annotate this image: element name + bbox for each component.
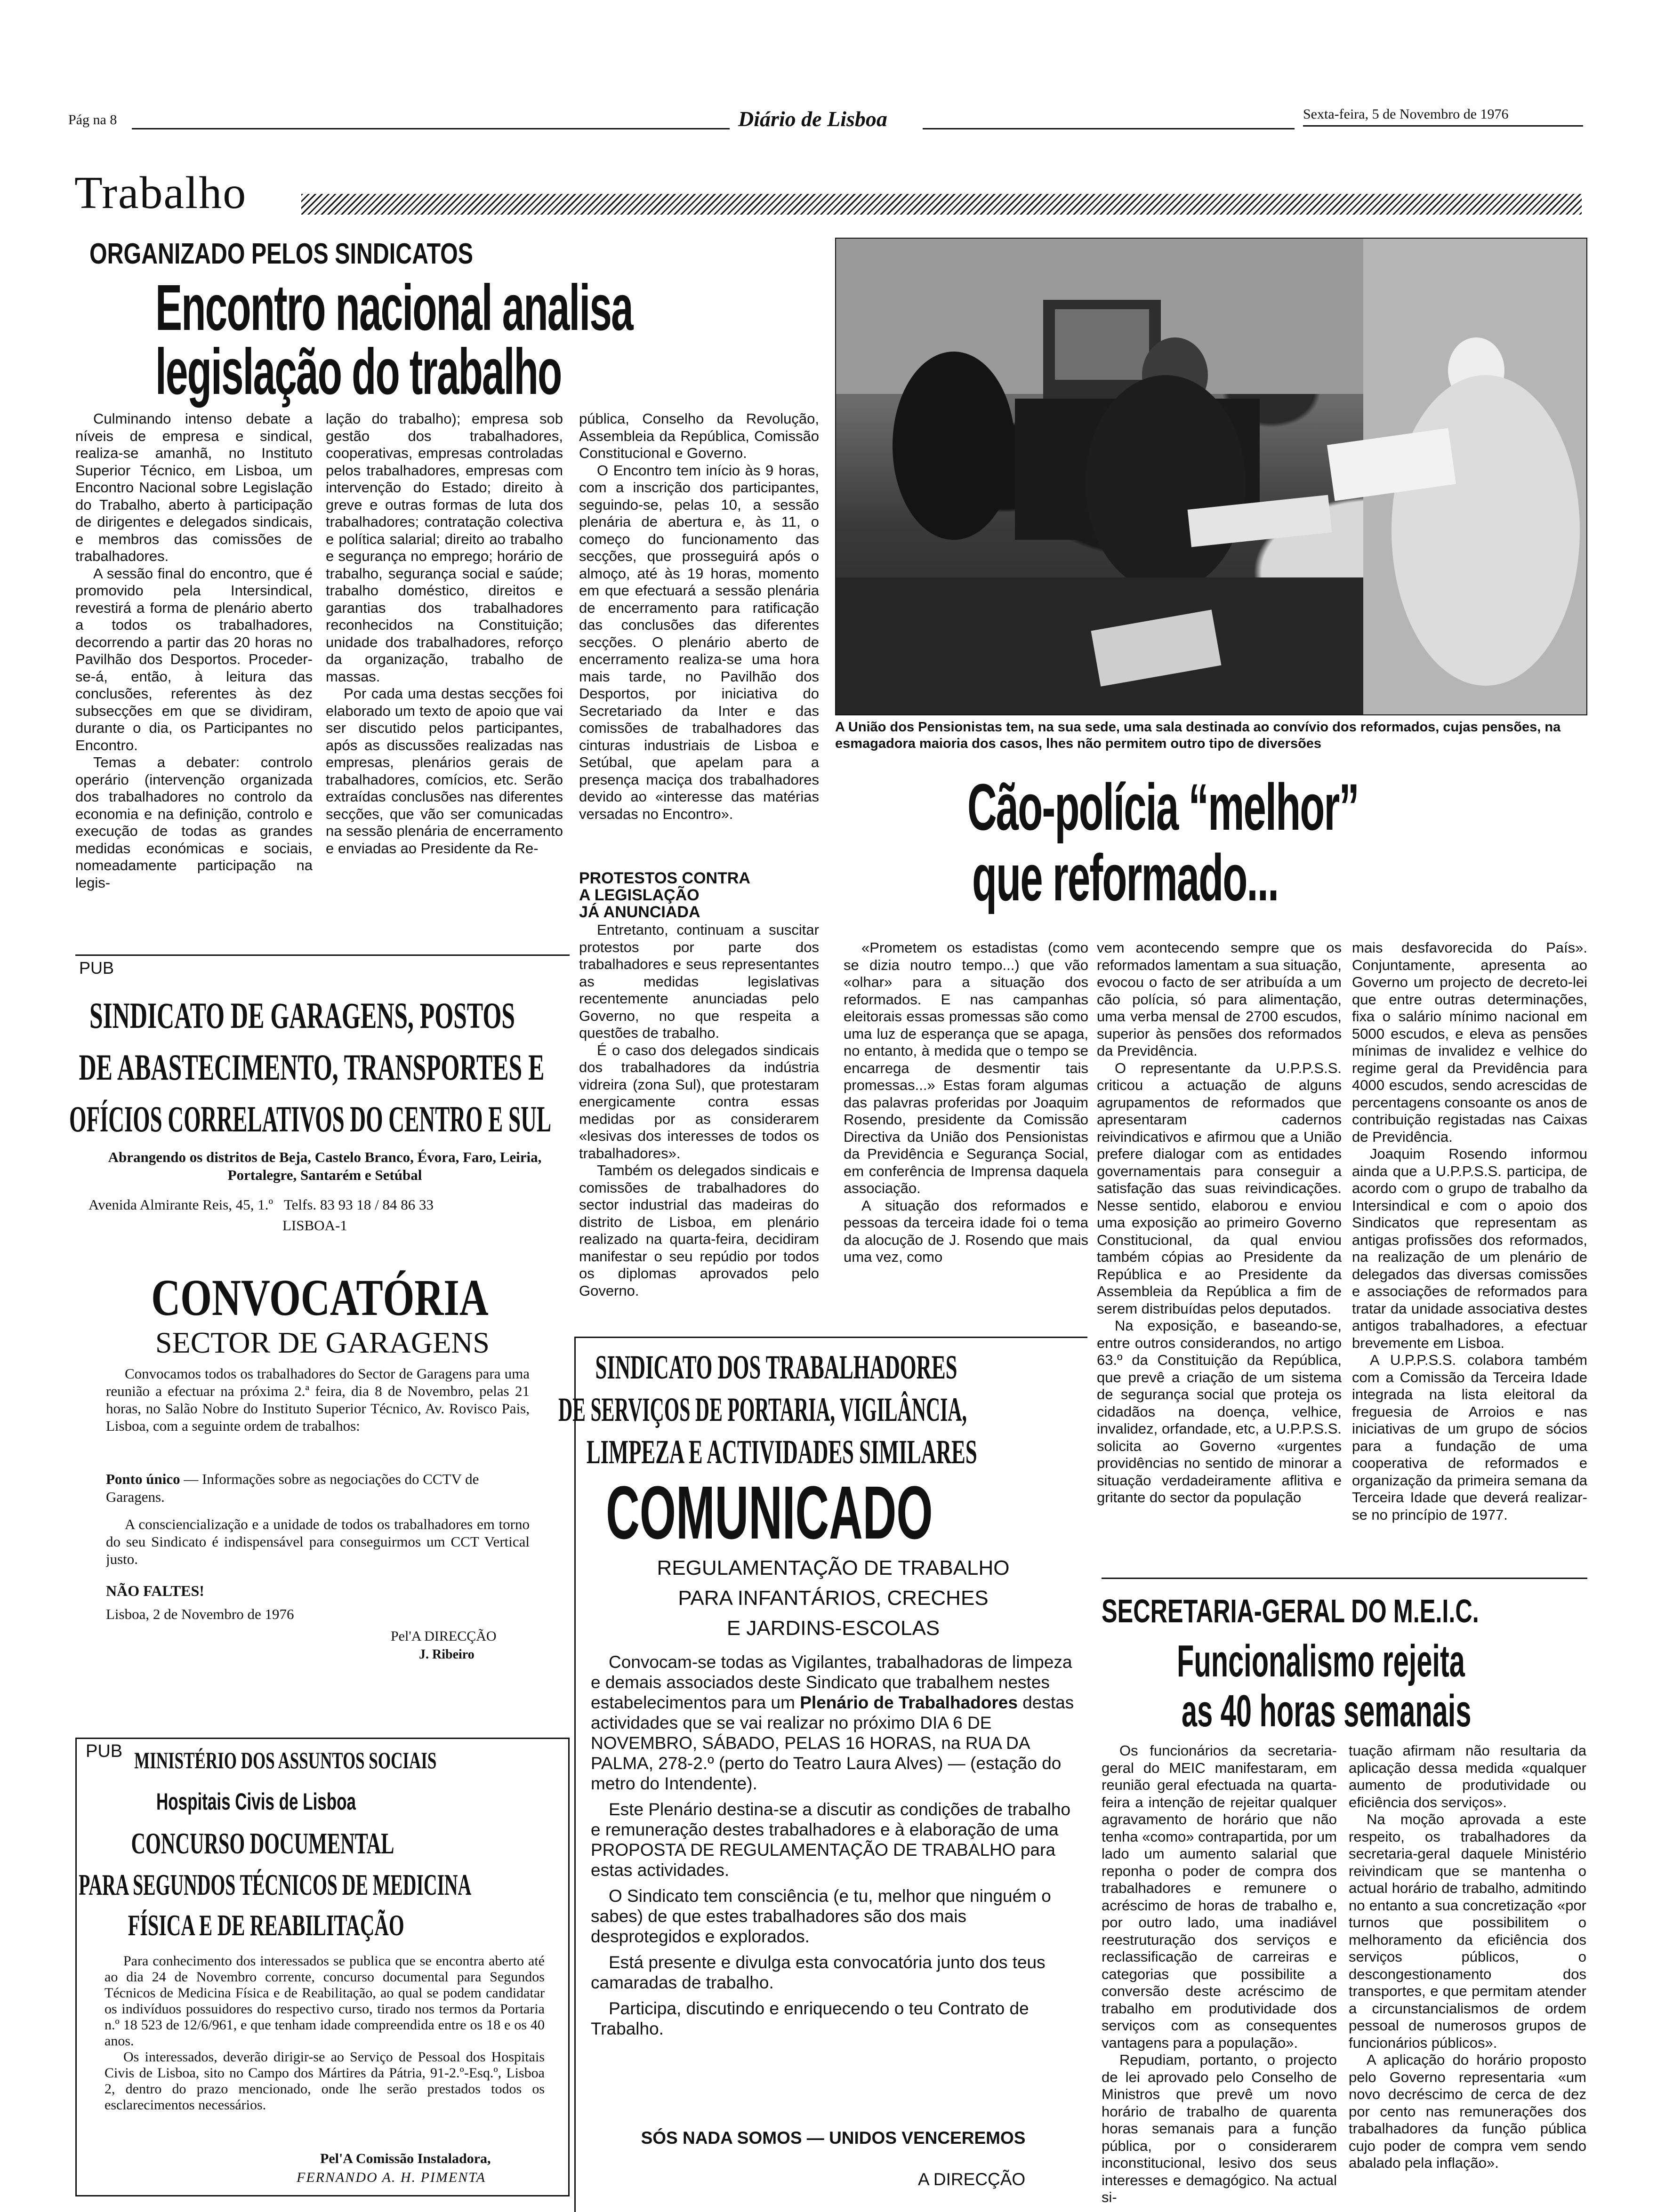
paragraph: tuação afirmam não resultaria da aplicação dessa medida «qualquer aumento de produtividade ou eficiência dos serviços». xyxy=(1349,1742,1586,1811)
paragraph: lação do trabalho); empresa sob gestão dos trabalhadores, cooperativas, empresas controladas pelos trabalhadores, empresas com intervenção do Estado; direito à greve e outras formas de luta dos trabalhadores; contratação colectiva e política salarial; direito ao trabalho e segurança no emprego; horário de trabalho, segurança social e saúde; trabalho doméstico, direitos e garantias dos trabalhadores reconhecidos na Constituição; unidade dos trabalhadores, reforço da organização, trabalho de massas. xyxy=(326,410,563,685)
masthead: Diário de Lisboa xyxy=(738,107,887,131)
meic-kicker: SECRETARIA-GERAL DO M.E.I.C. xyxy=(1102,1593,1479,1629)
header-rule-right xyxy=(923,128,1295,129)
ad-ministerio-pub-label: PUB xyxy=(86,1741,123,1761)
paragraph: A aplicação do horário proposto pelo Governo representaria «um novo decréscimo de cerca de dez por cento nas remunerações dos trabalhadores da função pública cujo poder de compra vem sendo abalado pela inflação». xyxy=(1349,2052,1586,2171)
paragraph: Os funcionários da secretaria-geral do MEIC manifestaram, em reunião geral efectuada na quarta-feira a intenção de rejeitar qualquer agravamento de horário que não tenha «como» contrapartida, por um lado um aumento salarial que reponha o poder de compra dos trabalhadores e remunere o acréscimo de horas de trabalho e, por outro lado, uma inadiável reestruturação dos serviços e reclassificação de carreiras e categorias que possibilite a conversão deste acréscimo de trabalho em produtividade dos serviços com as consequentes vantagens para a população». xyxy=(1102,1742,1337,2051)
issue-date: Sexta-feira, 5 de Novembro de 1976 xyxy=(1303,106,1509,122)
paragraph: Repudiam, portanto, o projecto de lei aprovado pelo Conselho de Ministros que prevê um novo horário de trabalho de quarenta horas semanais para a função pública, por o considerarem inconstitucional, lesivo dos seus interesses e demagógico. Na actual si- xyxy=(1102,2052,1337,2205)
section-title: Trabalho xyxy=(74,168,247,218)
ministerio-signature-1: Pel'A Comissão Instaladora, xyxy=(320,2151,491,2166)
ministerio-title-4: PARA SEGUNDOS TÉCNICOS DE MEDICINA xyxy=(78,1868,472,1901)
ministerio-title-2: Hospitais Civis de Lisboa xyxy=(156,1788,356,1815)
garagens-date: Lisboa, 2 de Novembro de 1976 xyxy=(106,1606,294,1622)
ad-garagens-address: Avenida Almirante Reis, 45, 1.º Telfs. 83 93 18 / 84 86 33 xyxy=(88,1196,434,1213)
paragraph: O Encontro tem início às 9 horas, com a inscrição dos participantes, seguindo-se, pelas 10, a sessão plenária de abertura e, às 11, o começo do funcionamento das secções, que prosseguirá após o almoço, até às 19 horas, momento em que efectuará a sessão plenária de encerramento para ratificação das conclusões das diferentes secções. O plenário aberto de encerramento realiza-se uma hora mais tarde, no Pavilhão dos Desportos, por iniciativa do Secretariado da Inter e das comissões de trabalhadores das cinturas industriais de Lisboa e Setúbal, que apelam para a presença maciça dos trabalhadores devido ao «interesse das matérias versadas no Encontro». xyxy=(579,462,819,822)
main-article-col1 xyxy=(75,410,313,956)
header-rule-bottom xyxy=(1303,125,1583,127)
ad-garagens-top-rule xyxy=(75,954,570,956)
ad-garagens-title-3: OFÍCIOS CORRELATIVOS DO CENTRO E SUL xyxy=(69,1098,552,1139)
paragraph: pública, Conselho da Revolução, Assembleia da República, Comissão Constitucional e Governo. xyxy=(579,410,819,461)
portaria-subtitle-3: E JARDINS-ESCOLAS xyxy=(726,1617,940,1640)
nao-faltes: NÃO FALTES! xyxy=(106,1582,204,1599)
ad-garagens-title-2: DE ABASTECIMENTO, TRANSPORTES E xyxy=(79,1047,545,1088)
portaria-p1-a: Convocam-se todas as Vigilantes, trabalhadoras de limpeza e demais associados deste Sindicato que trabalhem nestes estabelecimentos para um xyxy=(591,1652,1072,1712)
paragraph: Também os delegados sindicais e comissões de trabalhadores do sector industrial das madeiras do distrito de Lisboa, em plenário realizado na quarta-feira, decidiram manifestar o seu repúdio por todos os diplomas aprovados pelo Governo. xyxy=(579,1162,819,1299)
ministerio-title-5: FÍSICA E DE REABILITAÇÃO xyxy=(128,1908,404,1942)
photo-caption: A União dos Pensionistas tem, na sua sede, uma sala destinada ao convívio dos reformados, cujas pensões, na esmagadora maioria dos casos, lhes não permitem outro tipo de diversões xyxy=(835,720,1561,751)
paragraph: Joaquim Rosendo informou ainda que a U.P.P.S.S. participa, de acordo com o grupo de trabalho da Intersindical e com o apoio dos Sindicatos que representam as antigas profissões dos reformados, na realização de um plenário de delegados das diversas comissões e associações de reformados para tratar da unidade associativa destes antigos trabalhadores, a efectuar brevemente em Lisboa. xyxy=(1352,1146,1587,1351)
cao-article-col1 xyxy=(844,939,1088,1325)
paragraph: O Sindicato tem consciência (e tu, melhor que ninguém o sabes) de que estes trabalhadores são dos mais desprotegidos e explorados. xyxy=(591,1886,1051,1946)
page-number: Pág na 8 xyxy=(68,112,117,128)
portaria-p1-b: destas actividades que se vai realizar no próximo DIA 6 DE NOVEMBRO, SÁBADO, PELAS 16 HORAS, na RUA DA PALMA, 278-2.º (perto do Teatro Laura Alves) — (estação do metro do Intendente). xyxy=(591,1693,1074,1793)
paragraph: Temas a debater: controlo operário (intervenção organizada dos trabalhadores no controlo da economia e na definição, controlo e execução de todas as grandes medidas económicas e sociais, nomeadamente participação na legis- xyxy=(75,754,313,891)
portaria-title-2: DE SERVIÇOS DE PORTARIA, VIGILÂNCIA, xyxy=(558,1391,967,1428)
paragraph: É o caso dos delegados sindicais dos trabalhadores da indústria vidreira (zona Sul), que protestaram energicamente contra essas medidas por as considerarem «lesivas dos interesses de todos os trabalhadores». xyxy=(579,1042,819,1162)
meic-headline-1: Funcionalismo rejeita xyxy=(1177,1636,1465,1686)
convocatoria-text: Convocamos todos os trabalhadores do Sector de Garagens para uma reunião a efectuar na próxima 2.ª feira, dia 8 de Novembro, pelas 21 horas, no Salão Nobre do Instituto Superior Técnico, Av. Rovisco Pais, Lisboa, com a seguinte ordem de trabalhos: xyxy=(106,1365,530,1434)
paragraph: mais desfavorecida do País». Conjuntamente, apresenta ao Governo um projecto de decreto-lei que entre outras determinações, fixa o salário mínimo nacional em 5000 escudos, e eleva as pensões mínimas de invalidez e velhice do regime geral da Previdência para 4000 escudos, sendo acrescidas de percentagens consoante os anos de contribuição registadas nas Caixas de Previdência. xyxy=(1352,939,1587,1145)
ponto-unico xyxy=(106,1470,530,1506)
section-hatch-band xyxy=(301,194,1582,215)
subhead-protestos: PROTESTOS CONTRA A LEGISLAÇÃO JÁ ANUNCIADA xyxy=(579,869,750,921)
main-headline-1: Encontro nacional analisa xyxy=(155,272,633,344)
portaria-slogan: SÓS NADA SOMOS — UNIDOS VENCEREMOS xyxy=(641,2128,1026,2148)
meic-article-col1 xyxy=(1102,1742,1337,2211)
header-rule-left xyxy=(132,128,730,129)
comunicado-title: COMUNICADO xyxy=(606,1470,933,1555)
convocatoria-title: CONVOCATÓRIA xyxy=(151,1269,489,1326)
ministerio-signature-2: FERNANDO A. H. PIMENTA xyxy=(297,2170,486,2185)
paragraph: Na moção aprovada a este respeito, os trabalhadores da secretaria-geral daquele Ministério reivindicam que se mantenha o actual horário de trabalho, admitindo no entanto a sua concretização «por turnos que possibilitem o melhoramento da eficiência dos serviços públicos, o descongestionamento dos transportes, e que permitam atender a circunstancialismos de ordem pessoal de numerosos grupos de funcionários públicos». xyxy=(1349,1811,1586,2051)
portaria-text xyxy=(591,1652,1076,2123)
paragraph: Na exposição, e baseando-se, entre outros considerandos, no artigo 63.º da Constituição da República, que prevê a criação de um sistema de segurança social que proteja os cidadãos na doença, velhice, invalidez, orfandade, etc, a U.P.P.S.S. solicita ao Governo «urgentes providências no sentido de minorar a situação verdadeiramente aflitiva e gritante do sector da população xyxy=(1097,1317,1342,1506)
cao-headline-1: Cão-polícia “melhor” xyxy=(967,770,1359,844)
meic-headline-2: as 40 horas semanais xyxy=(1182,1686,1472,1736)
photo-illustration xyxy=(836,239,1586,714)
ad-garagens-city: LISBOA-1 xyxy=(282,1217,347,1234)
paragraph: Por cada uma destas secções foi elaborado um texto de apoio que vai ser discutido pelos participantes, após as discussões realizadas nas empresas, plenários gerais de trabalhadores, comícios, etc. Serão extraídas conclusões nas diferentes secções, que vão ser comunicadas na sessão plenária de encerramento e enviadas ao Presidente da Re- xyxy=(326,685,563,857)
ad-garagens-districts: Abrangendo os distritos de Beja, Castelo Branco, Évora, Faro, Leiria, Portalegre, Santarém e Setúbal xyxy=(108,1149,542,1183)
convocatoria-text-2: A consciencialização e a unidade de todos os trabalhadores em torno do seu Sindicato é indispensável para conseguirmos um CCT Vertical justo. xyxy=(106,1516,530,1567)
ad-portaria-top-rule xyxy=(574,1337,1087,1338)
paragraph: A sessão final do encontro, que é promovido pela Intersindical, revestirá a forma de plenário aberto a todos os trabalhadores, decorrendo a partir das 20 horas no Pavilhão dos Desportos. Proceder-se-á, então, à leitura das conclusões, referentes às dez subsecções em que se dividiram, durante o dia, os Participantes no Encontro. xyxy=(75,565,313,753)
ponto-unico-text: — Informações sobre as negociações do CCTV de Garagens. xyxy=(106,1471,479,1505)
paragraph: A situação dos reformados e pessoas da terceira idade foi o tema da alocução de J. Rosendo que mais uma vez, como xyxy=(844,1197,1088,1265)
ad-garagens-title-1: SINDICATO DE GARAGENS, POSTOS xyxy=(89,995,515,1036)
portaria-p1-bold: Plenário de Trabalhadores xyxy=(800,1693,1018,1712)
ad-garagens-pub-label: PUB xyxy=(79,958,114,978)
meic-top-rule xyxy=(1102,1578,1587,1579)
pensioners-photo xyxy=(835,238,1587,715)
portaria-title-3: LIMPEZA E ACTIVIDADES SIMILARES xyxy=(586,1433,977,1471)
main-article-col2 xyxy=(326,410,563,956)
garagens-signature-2: J. Ribeiro xyxy=(419,1647,475,1662)
cao-headline-2: que reformado... xyxy=(972,841,1279,914)
main-kicker: ORGANIZADO PELOS SINDICATOS xyxy=(89,238,474,270)
paragraph: O representante da U.P.P.S.S. criticou a actuação de alguns agrupamentos de reformados que apresentaram cadernos reivindicativos e afirmou que a União prefere dialogar com as entidades governamentais para conseguir a satisfação das suas reivindicações. Nesse sentido, elaborou e enviou uma exposição ao primeiro Governo Constitucional, da qual enviou também cópias ao Presidente da República e ao Presidente da Assembleia da República a fim de serem distribuídas pelos deputados. xyxy=(1097,1059,1342,1317)
ad-portaria-left-rule xyxy=(574,1337,576,2212)
ministerio-text: Para conhecimento dos interessados se publica que se encontra aberto até ao dia 24 de Novembro corrente, concurso documental para Segundos Técnicos de Medicina Física e de Reabilitação, ao qual se podem candidatar os indivíduos possuidores do respectivo curso, tirado nos termos da Portaria n.º 18 523 de 12/6/961, e que tenham idade compreendida entre os 18 e os 40 anos. Os interessados, deverão dirigir-se ao Serviço de Pessoal dos Hospitais Civis de Lisboa, sito no Campo dos Mártires da Pátria, 91-2.º-Esq.º, Lisboa 2, dentro do prazo mencionado, onde lhe serão prestados todos os esclarecimentos necessários. xyxy=(105,1953,545,2113)
portaria-subtitle-2: PARA INFANTÁRIOS, CRECHES xyxy=(678,1587,989,1610)
sector-garagens-title: SECTOR DE GARAGENS xyxy=(155,1326,490,1359)
paragraph: Entretanto, continuam a suscitar protestos por parte dos trabalhadores e seus representantes as medidas legislativas recentemente anunciadas pelo Governo, no que respeita a questões de trabalho. xyxy=(579,922,819,1041)
paragraph: Culminando intenso debate a níveis de empresa e sindical, realiza-se amanhã, no Instituto Superior Técnico, em Lisboa, um Encontro Nacional sobre Legislação do Trabalho, aberto à participação de dirigentes e delegados sindicais, e membros das comissões de trabalhadores. xyxy=(75,410,313,564)
paragraph: Está presente e divulga esta convocatória junto dos teus camaradas de trabalho. xyxy=(591,1953,1046,1992)
portaria-title-1: SINDICATO DOS TRABALHADORES xyxy=(595,1348,957,1386)
ponto-unico-label: Ponto único xyxy=(106,1471,180,1487)
meic-article-col2 xyxy=(1349,1742,1586,2211)
ministerio-title-3: CONCURSO DOCUMENTAL xyxy=(131,1827,394,1860)
main-article-col3a xyxy=(579,410,819,863)
paragraph: Este Plenário destina-se a discutir as condições de trabalho e remuneração destes trabalhadores e à elaboração de uma PROPOSTA DE REGULAMENTAÇÃO DE TRABALHO para estas actividades. xyxy=(591,1800,1071,1880)
main-article-col3b xyxy=(579,922,819,1327)
garagens-signature-1: Pel'A DIRECÇÃO xyxy=(391,1628,497,1644)
portaria-signature: A DIRECÇÃO xyxy=(918,2170,1026,2189)
portaria-subtitle-1: REGULAMENTAÇÃO DE TRABALHO xyxy=(657,1556,1010,1579)
paragraph: Participa, discutindo e enriquecendo o teu Contrato de Trabalho. xyxy=(591,1999,1029,2038)
main-headline-2: legislação do trabalho xyxy=(155,336,562,408)
cao-article-col3 xyxy=(1352,939,1587,1572)
portaria-subtitle xyxy=(579,1553,1087,1643)
cao-article-col2 xyxy=(1097,939,1342,1572)
paragraph: vem acontecendo sempre que os reformados lamentam a sua situação, evocou o facto de ser atribuída a um cão polícia, só para alimentação, uma verba mensal de 2700 escudos, superior às pensões dos reformados da Previdência. xyxy=(1097,939,1342,1059)
paragraph: A U.P.P.S.S. colabora também com a Comissão da Terceira Idade integrada na lista eleitoral da freguesia de Arroios e nas iniciativas de um grupo de sócios para a fundação de uma cooperativa de reformados e organização da primeira semana da Terceira Idade que deverá realizar-se no princípio de 1977. xyxy=(1352,1352,1587,1523)
paragraph: «Prometem os estadistas (como se dizia noutro tempo...) que vão «olhar» para a situação dos reformados. E nas campanhas eleitorais essas promessas são como uma luz de esperança que se apaga, no entanto, à medida que o tempo se encarrega de desmentir tais promessas...» Estas foram algumas das palavras proferidas por Joaquim Rosendo, presidente da Comissão Directiva da União dos Pensionistas da Previdência e Segurança Social, em conferência de Imprensa daquela associação. xyxy=(844,939,1088,1196)
ministerio-title-1: MINISTÉRIO DOS ASSUNTOS SOCIAIS xyxy=(134,1747,437,1773)
